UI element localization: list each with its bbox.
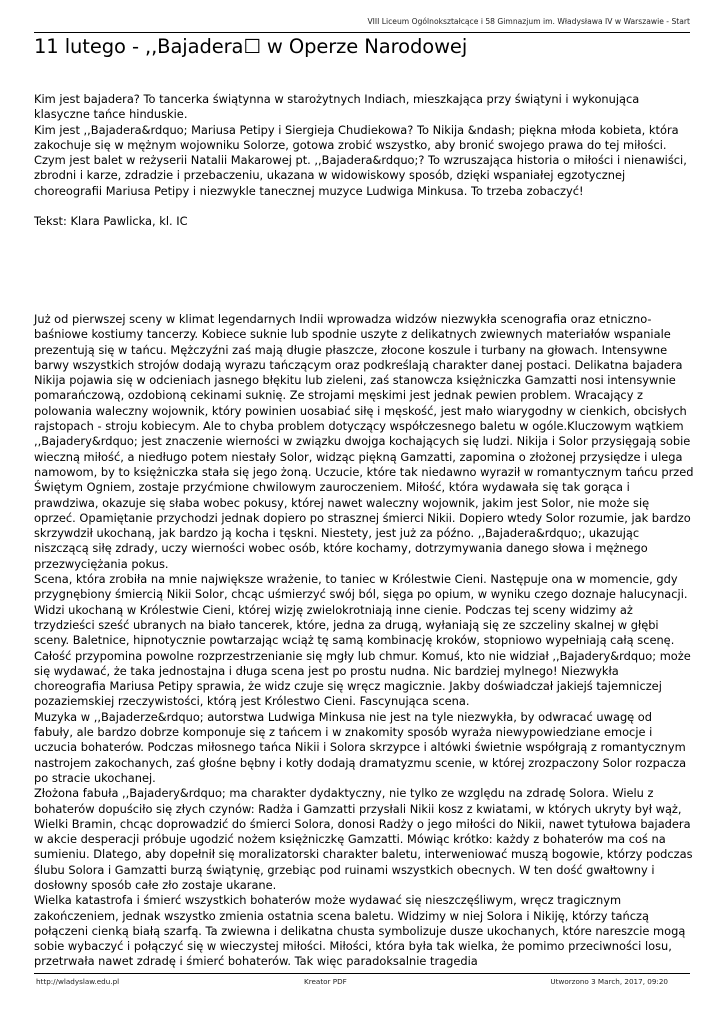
- body-paragraph: Wielka katastrofa i śmierć wszystkich bohaterów może wydawać się nieszczęśliwym, wręcz tragicznym zakończeniem, jednak wszystko zmienia ostatnia scena baletu. Widzimy w niej Solora i Nikiję, którzy tańczą połączeni cienką białą szarfą. Ta zwiewna i delikatna chusta symbolizuje dusze ukochanych, które nareszcie mogą sobie wybaczyć i połączyć się w wieczystej miłości. Miłości, która była tak wielka, że pomimo przeciwności losu, przetrwała nawet zdradę i śmierć bohaterów. Tak więc paradoksalnie tragedia: [34, 893, 686, 969]
- page-header: [34, 14, 690, 33]
- footer-generator: Kreator PDF: [304, 977, 347, 986]
- body-paragraph: Złożona fabuła ,,Bajadery&rdquo; ma charakter dydaktyczny, nie tylko ze względu na zdradę Solora. Wielu z bohaterów dopuściło się złych czynów: Radża i Gamzatti przysłali Nikii kosz z kwiatami, w których ukryty był wąż, Wielki Bramin, chcąc doprowadzić do śmierci Solora, donosi Radży o jego miłości do Nikii, nawet tytułowa bajadera w akcie desperacji próbuje ugodzić nożem księżniczkę Gamzatti. Mówiąc krótko: każdy z bohaterów ma coś na sumieniu. Dlatego, aby dopełnił się moralizatorski charakter baletu, interweniować muszą bogowie, którzy podczas ślubu Solora i Gamzatti burzą świątynię, grzebiąc pod ruinami wszystkich obecnych. W ten dość gwałtowny i dosłowny sposób całe zło zostaje ukarane.: [34, 786, 693, 892]
- article-title: 11 lutego - ,,Bajadera☐ w Operze Narodowej: [34, 35, 468, 58]
- body-paragraph: Muzyka w ,,Bajaderze&rdquo; autorstwa Ludwiga Minkusa nie jest na tyle niezwykła, by odwracać uwagę od fabuły, ale bardzo dobrze komponuje się z tańcem i w znakomity sposób wyraża niewypowiedziane emocje i uczucia bohaterów. Podczas miłosnego tańca Nikii i Solora skrzypce i altówki świetnie współgrają z romantycznym nastrojem zakochanych, zaś głośne bębny i kotły dodają dramatyzmu scenie, w której zrozpaczony Solor rozpacza po stracie ukochanej.: [34, 709, 687, 785]
- article-author: Tekst: Klara Pawlicka, kl. IC: [34, 214, 188, 229]
- intro-paragraph: Czym jest balet w reżyserii Natalii Makarowej pt. ,,Bajadera&rdquo;? To wzruszająca historia o miłości i nienawiści, zbrodni i karze, zdradzie i przebaczeniu, ukazana w widowiskowy sposób, dzięki wspaniałej egzotycznej choreografii Mariusa Petipy i niezwykle tanecznej muzyce Ludwiga Minkusa. To trzeba zobaczyć!: [34, 153, 687, 198]
- spacer: [34, 199, 694, 214]
- header-site-title: VIII Liceum Ogólnokształcące i 58 Gimnazjum im. Władysława IV w Warszawie - Start: [367, 17, 690, 26]
- intro-paragraph: Kim jest ,,Bajadera&rdquo; Mariusa Petipy i Siergieja Chudiekowa? To Nikija &ndash; piękna młoda kobieta, która zakochuje się w mężnym wojowniku Solorze, gotowa zrobić wszystko, aby bronić swojego prawa do tej miłości.: [34, 122, 679, 152]
- footer-created: Utworzono 3 March, 2017, 09:20: [550, 977, 668, 986]
- page-footer: [34, 973, 690, 988]
- article-intro: [34, 92, 694, 230]
- article-body: [34, 312, 694, 970]
- intro-paragraph: Kim jest bajadera? To tancerka świątynna w starożytnych Indiach, mieszkająca przy świątyni i wykonująca klasyczne tańce hinduskie.: [34, 92, 640, 122]
- body-paragraph: Już od pierwszej sceny w klimat legendarnych Indii wprowadza widzów niezwykła scenografia oraz etniczno-baśniowe kostiumy tancerzy. Kobiece suknie lub spodnie uszyte z delikatnych zwiewnych materiałów wspaniale prezentują się w tańcu. Mężczyźni zaś mają długie płaszcze, złocone koszule i turbany na głowach. Intensywne barwy wszystkich strojów dodają wyrazu tańczącym oraz podkreślają charakter danej postaci. Delikatna bajadera Nikija pojawia się w odcieniach jasnego błękitu lub zieleni, zaś stanowcza księżniczka Gamzatti nosi intensywnie pomarańczową, ozdobioną cekinami suknię. Ze strojami męskimi jest jednak pewien problem. Wracający z polowania waleczny wojownik, który powinien uosabiać siłę i męskość, jest mało wiarygodny w cienkich, obcisłych rajstopach - stroju kobiecym. Ale to chyba problem dotyczący współczesnego baletu w ogóle.Kluczowym wątkiem ,,Bajadery&rdquo; jest znaczenie wierności w związku dwojga kochających się ludzi. Nikija i Solor przysięgają sobie wieczną miłość, a niedługo potem niestały Solor, widząc piękną Gamzatti, zapomina o złożonej przysiędze i ulega namowom, by to księżniczka stała się jego żoną. Uczucie, które tak niedawno wyraził w romantycznym tańcu przed Świętym Ogniem, zostaje przyćmione chwilowym zauroczeniem. Miłość, która wydawała się tak gorąca i prawdziwa, okazuje się słaba wobec pokusy, której nawet waleczny wojownik, jakim jest Solor, nie może się oprzeć. Opamiętanie przychodzi jednak dopiero po strasznej śmierci Nikii. Dopiero wtedy Solor rozumie, jak bardzo skrzywdził ukochaną, jak bardzo ją kocha i tęskni. Niestety, jest już za późno. ,,Bajadera&rdquo;, ukazując niszczącą siłę zdrady, uczy wierności wobec osób, które kochamy, dotrzymywania danego słowa i mężnego przezwyciężania pokus.: [34, 312, 694, 571]
- footer-url: http://wladyslaw.edu.pl: [36, 977, 120, 986]
- body-paragraph: Scena, która zrobiła na mnie największe wrażenie, to taniec w Królestwie Cieni. Następuje ona w momencie, gdy przygnębiony śmiercią Nikii Solor, chcąc uśmierzyć swój ból, sięga po opium, w wyniku czego doznaje halucynacji. Widzi ukochaną w Królestwie Cieni, której wizję zwielokrotniają inne cienie. Podczas tej sceny widzimy aż trzydzieści sześć ubranych na biało tancerek, które, jedna za drugą, wyłaniają się ze szczeliny skalnej w głębi sceny. Baletnice, hipnotycznie powtarzając wciąż tę samą kombinację kroków, stopniowo wypełniają całą scenę. Całość przypomina powolne rozprzestrzenianie się mgły lub chmur. Komuś, kto nie widział ,,Bajadery&rdquo; może się wydawać, że taka jednostajna i długa scena jest po prostu nudna. Nic bardziej mylnego! Niezwykła choreografia Mariusa Petipy sprawia, że widz czuje się wręcz magicznie. Jakby doświadczał jakiejś tajemniczej pozaziemskiej rzeczywistości, którą jest Królestwo Cieni. Fascynująca scena.: [34, 572, 691, 709]
